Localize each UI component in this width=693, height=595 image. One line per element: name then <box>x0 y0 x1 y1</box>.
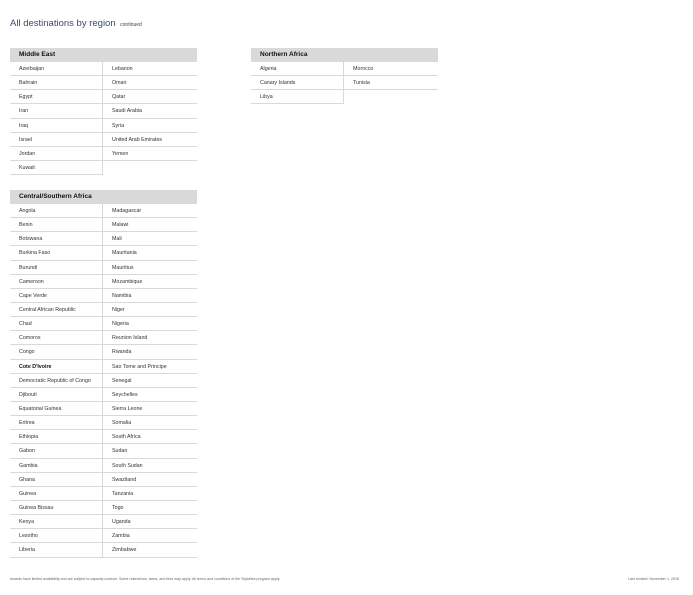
destination-cell: Zambia <box>103 529 197 543</box>
page-title-text: All destinations by region <box>10 18 116 29</box>
destination-cell: Senegal <box>103 374 197 388</box>
destination-cell: Zimbabwe <box>103 543 197 557</box>
page-title-suffix: continued <box>120 22 142 28</box>
region-middle-east <box>10 48 197 175</box>
destination-cell: Mauritius <box>103 261 197 275</box>
destination-cell <box>344 90 438 104</box>
destination-cell: Ghana <box>10 473 103 487</box>
destination-grid <box>10 204 197 558</box>
destination-cell: Kuwait <box>10 161 103 175</box>
region-central-southern-africa <box>10 190 197 558</box>
destination-cell: Jordan <box>10 147 103 161</box>
destination-cell: Cote D'Ivoire <box>10 360 103 374</box>
footer-disclaimer: Awards have limited availability and are subject to capacity controls. Some restrictions, taxes, and fees may apply. All terms and conditions of the SkyMiles program apply. <box>10 577 281 581</box>
destination-cell: Guinea <box>10 487 103 501</box>
destination-cell: Kenya <box>10 515 103 529</box>
destination-cell: Reunion Island <box>103 331 197 345</box>
destination-cell: Seychelles <box>103 388 197 402</box>
destination-cell: Malawi <box>103 218 197 232</box>
destination-cell: Nigeria <box>103 317 197 331</box>
destination-cell: Sierra Leone <box>103 402 197 416</box>
destination-cell: Oman <box>103 76 197 90</box>
destination-cell: Cape Verde <box>10 289 103 303</box>
destination-cell: Sudan <box>103 444 197 458</box>
region-northern-africa <box>251 48 438 104</box>
destination-cell: Equatorial Guinea <box>10 402 103 416</box>
destination-cell: Israel <box>10 133 103 147</box>
destination-cell: Yemen <box>103 147 197 161</box>
destination-cell: Togo <box>103 501 197 515</box>
region-header: Central/Southern Africa <box>10 190 197 204</box>
page-title <box>10 18 142 29</box>
footer-revised-date: Last revised: November 1, 2015 <box>628 577 679 581</box>
destination-cell: Angola <box>10 204 103 218</box>
destination-grid <box>251 62 438 104</box>
destination-cell: Niger <box>103 303 197 317</box>
destination-cell: Guinea Bissau <box>10 501 103 515</box>
destination-cell: Central African Republic <box>10 303 103 317</box>
destination-cell: Tanzania <box>103 487 197 501</box>
destination-cell: Swaziland <box>103 473 197 487</box>
destination-cell: Benin <box>10 218 103 232</box>
destination-cell: Gambia <box>10 459 103 473</box>
destination-cell: Mauritania <box>103 246 197 260</box>
destination-cell: Lebanon <box>103 62 197 76</box>
destination-cell: Madagascar <box>103 204 197 218</box>
destination-cell: Mozambique <box>103 275 197 289</box>
destination-cell: Iraq <box>10 119 103 133</box>
destination-cell: Bahrain <box>10 76 103 90</box>
destination-cell: Gabon <box>10 444 103 458</box>
destination-cell: Saudi Arabia <box>103 104 197 118</box>
destination-cell: Qatar <box>103 90 197 104</box>
destination-cell: Iran <box>10 104 103 118</box>
destination-cell: United Arab Emirates <box>103 133 197 147</box>
destination-cell: Chad <box>10 317 103 331</box>
destination-cell: Burundi <box>10 261 103 275</box>
destination-cell: Egypt <box>10 90 103 104</box>
destination-grid <box>10 62 197 175</box>
destination-cell: Libya <box>251 90 344 104</box>
region-header: Northern Africa <box>251 48 438 62</box>
destination-cell: Congo <box>10 345 103 359</box>
destination-cell: Botswana <box>10 232 103 246</box>
destination-cell: Somalia <box>103 416 197 430</box>
destination-cell: Comoros <box>10 331 103 345</box>
destination-cell: Burkina Faso <box>10 246 103 260</box>
destination-cell: Lesotho <box>10 529 103 543</box>
destination-cell: Algeria <box>251 62 344 76</box>
destination-cell: Namibia <box>103 289 197 303</box>
destination-cell: Morocco <box>344 62 438 76</box>
destination-cell: Djibouti <box>10 388 103 402</box>
destination-cell: Azerbaijan <box>10 62 103 76</box>
destination-cell: Mali <box>103 232 197 246</box>
destination-cell: Uganda <box>103 515 197 529</box>
destination-cell: Ethiopia <box>10 430 103 444</box>
destination-cell: Democratic Republic of Congo <box>10 374 103 388</box>
destination-cell: Syria <box>103 119 197 133</box>
destination-cell <box>103 161 197 175</box>
destination-cell: Rwanda <box>103 345 197 359</box>
region-header: Middle East <box>10 48 197 62</box>
destination-cell: Liberia <box>10 543 103 557</box>
destination-cell: Cameroon <box>10 275 103 289</box>
destination-cell: South Sudan <box>103 459 197 473</box>
destination-cell: Sao Tome and Principe <box>103 360 197 374</box>
destination-cell: South Africa <box>103 430 197 444</box>
destination-cell: Tunisia <box>344 76 438 90</box>
destination-cell: Eritrea <box>10 416 103 430</box>
destination-cell: Canary Islands <box>251 76 344 90</box>
